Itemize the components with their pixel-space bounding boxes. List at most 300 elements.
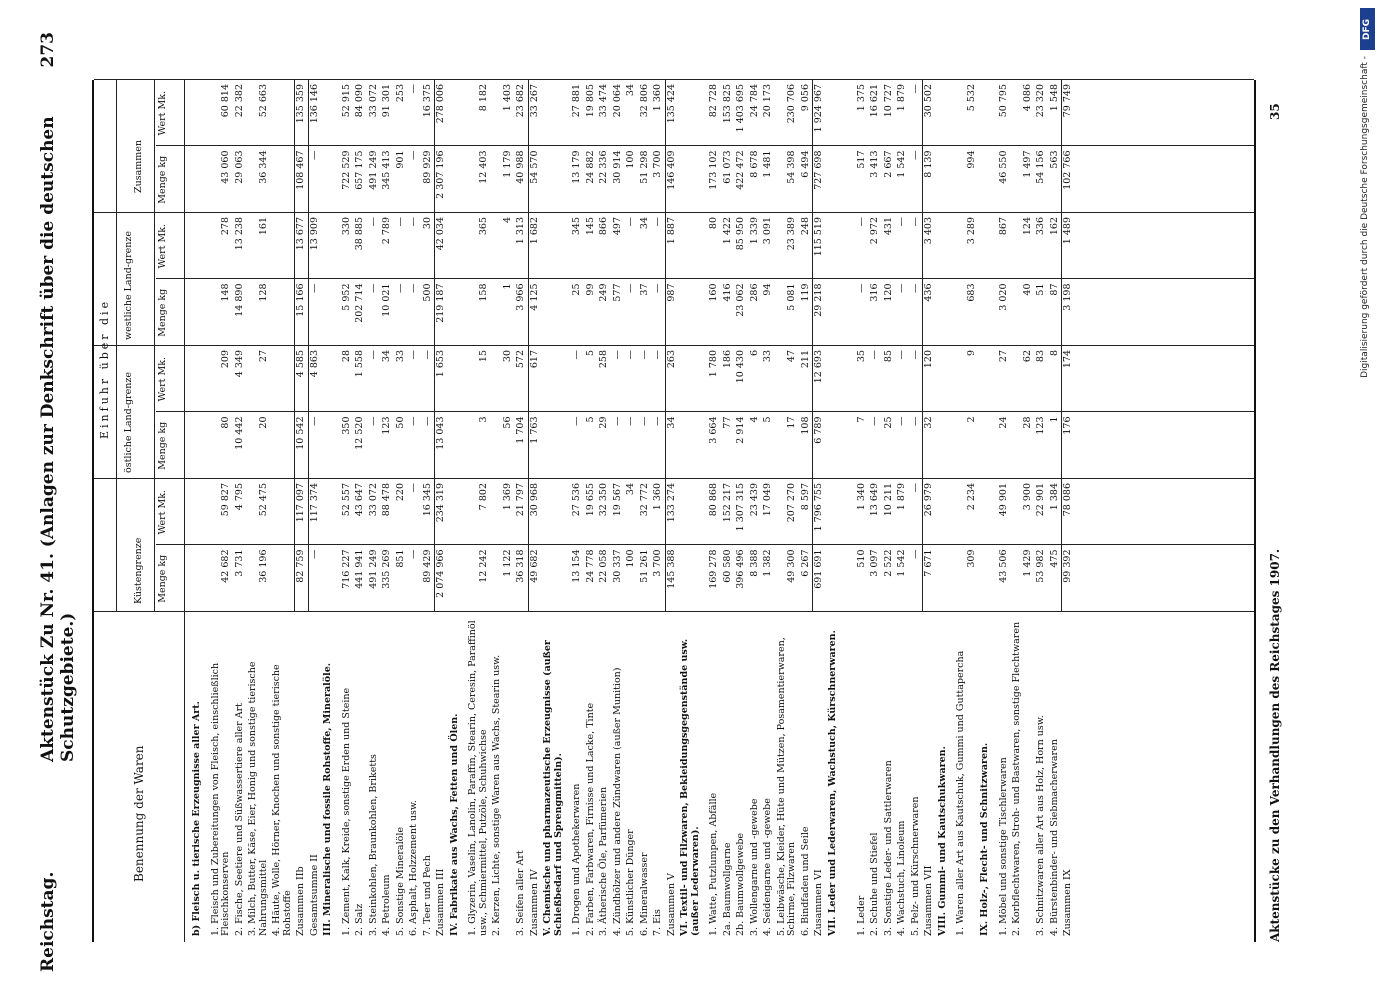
cell-value: —	[308, 549, 320, 559]
column-divider	[156, 412, 1254, 413]
header-line	[154, 80, 155, 612]
cell-value: 6	[748, 350, 760, 357]
row-label: b) Fleisch u. tierische Erzeugnisse aller Art.	[191, 701, 202, 936]
west-header: westliche Land-grenze	[123, 231, 134, 340]
cell-value: 33 072	[367, 84, 379, 118]
cell-value: 43 060	[220, 150, 231, 184]
cell-value: 23 320	[1035, 84, 1046, 118]
cell-value: 36 344	[257, 150, 269, 184]
cell-value: —	[367, 416, 379, 426]
cell-value: 309	[965, 549, 977, 568]
unit-header: Menge kg	[157, 554, 168, 603]
cell-value: 1 548	[1048, 84, 1060, 112]
cell-value: 1	[1048, 416, 1060, 423]
cell-value: 51	[1035, 283, 1046, 296]
cell-value: 52 557	[340, 483, 352, 517]
column-divider	[94, 345, 1254, 346]
cell-value: 330	[340, 217, 352, 236]
cell-value: —	[909, 150, 921, 160]
cell-value: 60 580	[721, 549, 733, 583]
cell-value: 422 472	[735, 150, 746, 190]
cell-value: 128	[257, 283, 269, 302]
cell-value: 1 403 695	[735, 84, 746, 133]
row-label: 6. Bindfaden und Seile	[799, 826, 811, 936]
cell-value: 24 882	[584, 150, 596, 184]
cell-value: —	[408, 350, 419, 360]
row-label: 7. Eis	[652, 909, 663, 936]
total-line	[528, 80, 529, 612]
page-number: 273	[38, 32, 58, 68]
cell-value: 124	[1021, 217, 1033, 236]
cell-value: 27 536	[571, 483, 582, 517]
row-label: VI. Textil- und Filzwaren, Bekleidungsgegenstände usw. (außer Lederwaren).	[679, 638, 701, 936]
row-label: 2. Kerzen, Lichte, sonstige Waren aus Wachs, Stearin usw.	[491, 654, 502, 936]
unit-header: Menge kg	[157, 288, 168, 337]
cell-value: 30	[501, 350, 513, 363]
cell-value: —	[909, 416, 921, 426]
cell-value: 33 267	[528, 84, 540, 118]
cell-value: —	[394, 283, 406, 293]
cell-value: 2 972	[869, 217, 880, 245]
cell-value: 33 072	[367, 483, 379, 517]
cell-value: 657 175	[354, 150, 365, 190]
cell-value: 46 550	[997, 150, 1009, 184]
cell-value: 32 772	[638, 483, 650, 517]
row-label: 3. Ätherische Öle, Parfümerien	[598, 786, 609, 936]
cell-value: —	[909, 217, 921, 227]
cell-value: 7 671	[923, 549, 934, 577]
cell-value: 25	[571, 283, 582, 296]
cell-value: 21 797	[515, 483, 526, 517]
cell-value: 100	[625, 549, 636, 568]
cell-value: 54 398	[786, 150, 797, 184]
cell-value: 40 988	[515, 150, 526, 184]
cell-value: 10 542	[295, 416, 306, 450]
cell-value: —	[308, 416, 320, 426]
cell-value: 173 102	[708, 150, 719, 190]
cell-value: 16 345	[421, 483, 433, 517]
cell-value: 29 063	[233, 150, 245, 184]
cell-value: 1 542	[896, 150, 907, 178]
cell-value: 866	[598, 217, 609, 236]
cell-value: 8 182	[477, 84, 489, 112]
cell-value: 220	[394, 483, 406, 502]
row-label: III. Mineralische und fossile Rohstoffe, Mineralöle.	[322, 662, 333, 936]
cell-value: 13 154	[571, 549, 582, 583]
cell-value: 146 409	[665, 150, 677, 190]
cell-value: 416	[721, 283, 733, 302]
cell-value: 24 778	[584, 549, 596, 583]
cell-value: 133 274	[665, 483, 677, 523]
cell-value: —	[308, 150, 320, 160]
cell-value: 89 429	[421, 549, 433, 583]
row-label: 1. Watte, Putzlumpen, Abfälle	[708, 792, 719, 936]
cell-value: 286	[748, 283, 760, 302]
unit-header: Wert Mk.	[157, 357, 168, 402]
cell-value: —	[652, 350, 663, 360]
cell-value: —	[638, 350, 650, 360]
cell-value: 136 146	[308, 84, 320, 124]
cell-value: 17	[786, 416, 797, 429]
cell-value: —	[625, 416, 636, 426]
cell-value: 80	[220, 416, 231, 429]
cell-value: —	[869, 350, 880, 360]
cell-value: 51 298	[638, 150, 650, 184]
cell-value: 47	[786, 350, 797, 363]
cell-value: 53 982	[1035, 549, 1046, 583]
cell-value: 30	[421, 217, 433, 230]
row-label: Gesamtsumme II	[308, 854, 320, 936]
cell-value: 5 081	[786, 283, 797, 311]
cell-value: 1 429	[1021, 549, 1033, 577]
cell-value: 5	[762, 416, 773, 423]
cell-value: —	[408, 483, 419, 493]
cell-value: 27	[997, 350, 1009, 363]
cell-value: 19 567	[611, 483, 623, 517]
cell-value: 52 475	[257, 483, 269, 517]
cell-value: —	[408, 549, 419, 559]
cell-value: 23 682	[515, 84, 526, 118]
cell-value: 1 339	[748, 217, 760, 245]
row-label: 4. Seidengarne und -gewebe	[762, 798, 773, 936]
row-label: VII. Leder und Lederwaren, Wachstuch, Kürschnerwaren.	[826, 630, 838, 936]
cell-value: 1 179	[501, 150, 513, 178]
cell-value: 345	[571, 217, 582, 236]
cell-value: 1 682	[528, 217, 540, 245]
cell-value: 1 558	[354, 350, 365, 378]
cell-value: 43 647	[354, 483, 365, 517]
cell-value: 30 337	[611, 549, 623, 583]
row-label: 1. Waren aller Art aus Kautschuk, Gummi und Guttapercha	[955, 650, 966, 936]
cell-value: 1 879	[896, 84, 907, 112]
cell-value: 85	[882, 350, 894, 363]
cell-value: 4 125	[528, 283, 540, 311]
total-line	[434, 80, 435, 612]
cell-value: 10 727	[882, 84, 894, 118]
cell-value: 42 034	[435, 217, 446, 251]
cell-value: —	[909, 350, 921, 360]
cell-value: —	[896, 217, 907, 227]
cell-value: 211	[799, 350, 811, 369]
cell-value: —	[896, 283, 907, 293]
einfuhr-header: Einfuhr über die	[98, 298, 111, 439]
row-label: 6. Mineralwasser	[638, 852, 650, 936]
total-line	[308, 80, 309, 612]
cell-value: 82 759	[295, 549, 306, 583]
cell-value: 13 238	[233, 217, 245, 251]
cell-value: —	[652, 283, 663, 293]
row-label: Zusammen V	[665, 873, 677, 936]
column-divider	[94, 611, 1254, 612]
cell-value: 4 086	[1021, 84, 1033, 112]
cell-value: 79 749	[1062, 84, 1073, 118]
cell-value: 30 968	[528, 483, 540, 517]
cell-value: 8 597	[799, 483, 811, 511]
cell-value: 91 301	[381, 84, 392, 118]
cell-value: 500	[421, 283, 433, 302]
cell-value: 19 655	[584, 483, 596, 517]
row-label: 1. Leder	[855, 895, 867, 936]
cell-value: 32 806	[638, 84, 650, 118]
cell-value: 15 166	[295, 283, 306, 317]
cell-value: 3 664	[708, 416, 719, 444]
cell-value: 1 542	[896, 549, 907, 577]
cell-value: 10 211	[882, 483, 894, 517]
cell-value: —	[909, 483, 921, 493]
cell-value: 120	[882, 283, 894, 302]
cell-value: 851	[394, 549, 406, 568]
cell-value: 1 481	[762, 150, 773, 178]
cell-value: 60 814	[220, 84, 231, 118]
cell-value: 160	[708, 283, 719, 302]
cell-value: —	[421, 350, 433, 360]
cell-value: 1	[501, 283, 513, 290]
cell-value: 3 700	[652, 150, 663, 178]
cell-value: 20 064	[611, 84, 623, 118]
cell-value: 8 388	[748, 549, 760, 577]
cell-value: 49 300	[786, 549, 797, 583]
cell-value: 441 941	[354, 549, 365, 589]
cell-value: —	[625, 217, 636, 227]
cell-value: 120	[923, 350, 934, 369]
row-label: 3. Sonstige Leder- und Sattlerwaren	[882, 760, 894, 936]
header-left: Reichstag.	[38, 871, 58, 972]
column-divider	[156, 545, 1254, 546]
row-label: 1. Möbel und sonstige Tischlerwaren	[997, 757, 1009, 936]
cell-value: 135 359	[295, 84, 306, 124]
cell-value: 365	[477, 217, 489, 236]
cell-value: 43 506	[997, 549, 1009, 583]
cell-value: 8 139	[923, 150, 934, 178]
cell-value: —	[896, 416, 907, 426]
cell-value: 563	[1048, 150, 1060, 169]
cell-value: 24 784	[748, 84, 760, 118]
cell-value: 517	[855, 150, 867, 169]
footer-left: Aktenstücke zu den Verhandlungen des Reichstages 1907.	[1268, 548, 1282, 942]
cell-value: 158	[477, 283, 489, 302]
cell-value: 80 868	[708, 483, 719, 517]
cell-value: 30 502	[923, 84, 934, 118]
cell-value: 148	[220, 283, 231, 302]
row-label: 2a. Baumwollgarne	[721, 842, 733, 936]
cell-value: —	[408, 217, 419, 227]
cell-value: —	[909, 283, 921, 293]
total-line	[812, 80, 813, 612]
cell-value: 316	[869, 283, 880, 302]
cell-value: 23 062	[735, 283, 746, 317]
cell-value: —	[408, 150, 419, 160]
cell-value: 230 706	[786, 84, 797, 124]
cell-value: 6 494	[799, 150, 811, 178]
row-label: 3. Wollengarne und -gewebe	[748, 798, 760, 936]
cell-value: 162	[1048, 217, 1060, 236]
names-header: Benennung der Waren	[132, 745, 146, 882]
row-label: 2. Schuhe und Stiefel	[869, 832, 880, 936]
total-line	[294, 80, 295, 612]
header-line	[116, 80, 117, 479]
cell-value: 54 570	[528, 150, 540, 184]
column-divider	[94, 79, 1254, 80]
row-label: 2. Farben, Farbwaren, Firnisse und Lacke, Tinte	[584, 702, 596, 936]
cell-value: 32 350	[598, 483, 609, 517]
cell-value: 249	[598, 283, 609, 302]
cell-value: —	[611, 350, 623, 360]
row-label: 5. Pelz- und Kürschnerwaren	[909, 796, 921, 936]
cell-value: 37	[638, 283, 650, 296]
cell-value: 34	[665, 416, 677, 429]
cell-value: 25	[882, 416, 894, 429]
cell-value: 2 789	[381, 217, 392, 245]
cell-value: 20 173	[762, 84, 773, 118]
cell-value: —	[652, 217, 663, 227]
cell-value: 7 802	[477, 483, 489, 511]
footer-right: 35	[1268, 103, 1282, 120]
page-header	[38, 32, 78, 972]
unit-header: Wert Mk.	[157, 224, 168, 269]
row-label: Zusammen III	[435, 868, 446, 936]
cell-value: 577	[611, 283, 623, 302]
cell-value: 99 392	[1062, 549, 1073, 583]
cell-value: 2 307 196	[435, 150, 446, 199]
cell-value: 1 122	[501, 549, 513, 577]
cell-value: 108	[799, 416, 811, 435]
cell-value: 119	[799, 283, 811, 302]
cell-value: 10 021	[381, 283, 392, 317]
cell-value: 94	[762, 283, 773, 296]
row-label: 1. Fleisch und Zubereitungen von Fleisch, einschließlich Fleischkonserven	[209, 662, 231, 936]
cell-value: —	[367, 217, 379, 227]
cell-value: 88 478	[381, 483, 392, 517]
cell-value: 3	[477, 416, 489, 423]
cell-value: 3 900	[1021, 483, 1033, 511]
cell-value: 34	[381, 350, 392, 363]
cell-value: 13 649	[869, 483, 880, 517]
cell-value: 5 952	[340, 283, 352, 311]
row-label: Zusammen IIb	[295, 866, 306, 936]
cell-value: 6 789	[813, 416, 824, 444]
cell-value: 34	[625, 84, 636, 97]
dfg-credit: Digitalisierung gefördert durch die Deutsche Forschungsgemeinschaft -	[1360, 56, 1370, 378]
cell-value: 497	[611, 217, 623, 236]
cell-value: 1 384	[1048, 483, 1060, 511]
row-label: 5. Künstlicher Dünger	[625, 829, 636, 936]
cell-value: 14 890	[233, 283, 245, 317]
cell-value: —	[611, 416, 623, 426]
cell-value: 117 374	[308, 483, 320, 523]
cell-value: —	[909, 84, 921, 94]
cell-value: 5	[584, 350, 596, 357]
unit-header: Wert Mk.	[157, 490, 168, 535]
cell-value: 13 677	[295, 217, 306, 251]
row-label: 5. Leibwäsche, Kleider, Hüte und Mützen, Posamentierwaren, Schirme, Filzwaren	[775, 637, 797, 936]
cell-value: 161	[257, 217, 269, 236]
cell-value: 901	[394, 150, 406, 169]
row-label: 6. Asphalt, Holzzement usw.	[408, 800, 419, 936]
cell-value: 1 924 967	[813, 84, 824, 133]
cell-value: 475	[1048, 549, 1060, 568]
cell-value: 15	[477, 350, 489, 363]
cell-value: 12 242	[477, 549, 489, 583]
cell-value: 50 795	[997, 84, 1009, 118]
cell-value: 1 360	[652, 84, 663, 112]
cell-value: 3 413	[869, 150, 880, 178]
cell-value: 16 375	[421, 84, 433, 118]
cell-value: 1 887	[665, 217, 677, 245]
cell-value: 248	[799, 217, 811, 236]
dfg-logo: DFG	[1360, 8, 1375, 50]
cell-value: 42 682	[220, 549, 231, 583]
cell-value: 51 261	[638, 549, 650, 583]
cell-value: 278	[220, 217, 231, 236]
cell-value: 3 198	[1062, 283, 1073, 311]
cell-value: 2 074 966	[435, 549, 446, 598]
zusammen-header: Zusammen	[133, 139, 144, 193]
cell-value: 4	[501, 217, 513, 224]
header-title: Aktenstück Zu Nr. 41. (Anlagen zur Denkschrift über die deutschen Schutzgebiete.)	[38, 116, 78, 762]
cell-value: 491 249	[367, 150, 379, 190]
cell-value: 27 881	[571, 84, 582, 118]
cell-value: 1 313	[515, 217, 526, 245]
cell-value: 28	[1021, 416, 1033, 429]
cell-value: 572	[515, 350, 526, 369]
cell-value: 1 369	[501, 483, 513, 511]
cell-value: 683	[965, 283, 977, 302]
cell-value: 49 682	[528, 549, 540, 583]
cell-value: 100	[625, 150, 636, 169]
cell-value: 4 585	[295, 350, 306, 378]
cell-value: —	[308, 283, 320, 293]
column-divider	[94, 478, 1254, 479]
cell-value: 32	[923, 416, 934, 429]
cell-value: 102 766	[1062, 150, 1073, 190]
cell-value: 19 805	[584, 84, 596, 118]
cell-value: 336	[1035, 217, 1046, 236]
cell-value: 36 196	[257, 549, 269, 583]
row-label: 5. Sonstige Mineralöle	[394, 826, 406, 936]
cell-value: 10 430	[735, 350, 746, 384]
row-label: 4. Bürstenbinder- und Siebmacherwaren	[1048, 739, 1060, 936]
cell-value: 85 950	[735, 217, 746, 251]
cell-value: 6 267	[799, 549, 811, 577]
cell-value: 82 728	[708, 84, 719, 118]
cell-value: 50	[394, 416, 406, 429]
row-label: 3. Schnitzwaren aller Art aus Holz, Horn usw.	[1035, 715, 1046, 936]
row-label: 3. Seifen aller Art	[515, 850, 526, 936]
cell-value: 13 043	[435, 416, 446, 450]
row-label: 1. Glyzerin, Vaselin, Lanolin, Paraffin, Stearin, Ceresin, Paraffinöl usw., Schmiermittel, Putzöle, Schuhwichse	[467, 620, 489, 936]
cell-value: 29 218	[813, 283, 824, 317]
row-label: Zusammen IV	[528, 869, 540, 936]
cell-value: 350	[340, 416, 352, 435]
cell-value: 108 467	[295, 150, 306, 190]
cell-value: 34	[638, 217, 650, 230]
cell-value: 1 360	[652, 483, 663, 511]
cell-value: 10 442	[233, 416, 245, 450]
cell-value: 8 678	[748, 150, 760, 178]
cell-value: 62	[1021, 350, 1033, 363]
cell-value: 2 234	[965, 483, 977, 511]
cell-value: 5	[584, 416, 596, 423]
row-label: 4. Wachstuch, Linoleum	[896, 820, 907, 936]
cell-value: 77	[721, 416, 733, 429]
cell-value: 727 698	[813, 150, 824, 190]
cell-value: 186	[721, 350, 733, 369]
cell-value: 176	[1062, 416, 1073, 435]
cell-value: 35	[855, 350, 867, 363]
cell-value: 30 914	[611, 150, 623, 184]
cell-value: 4 795	[233, 483, 245, 511]
cell-value: 17 049	[762, 483, 773, 517]
